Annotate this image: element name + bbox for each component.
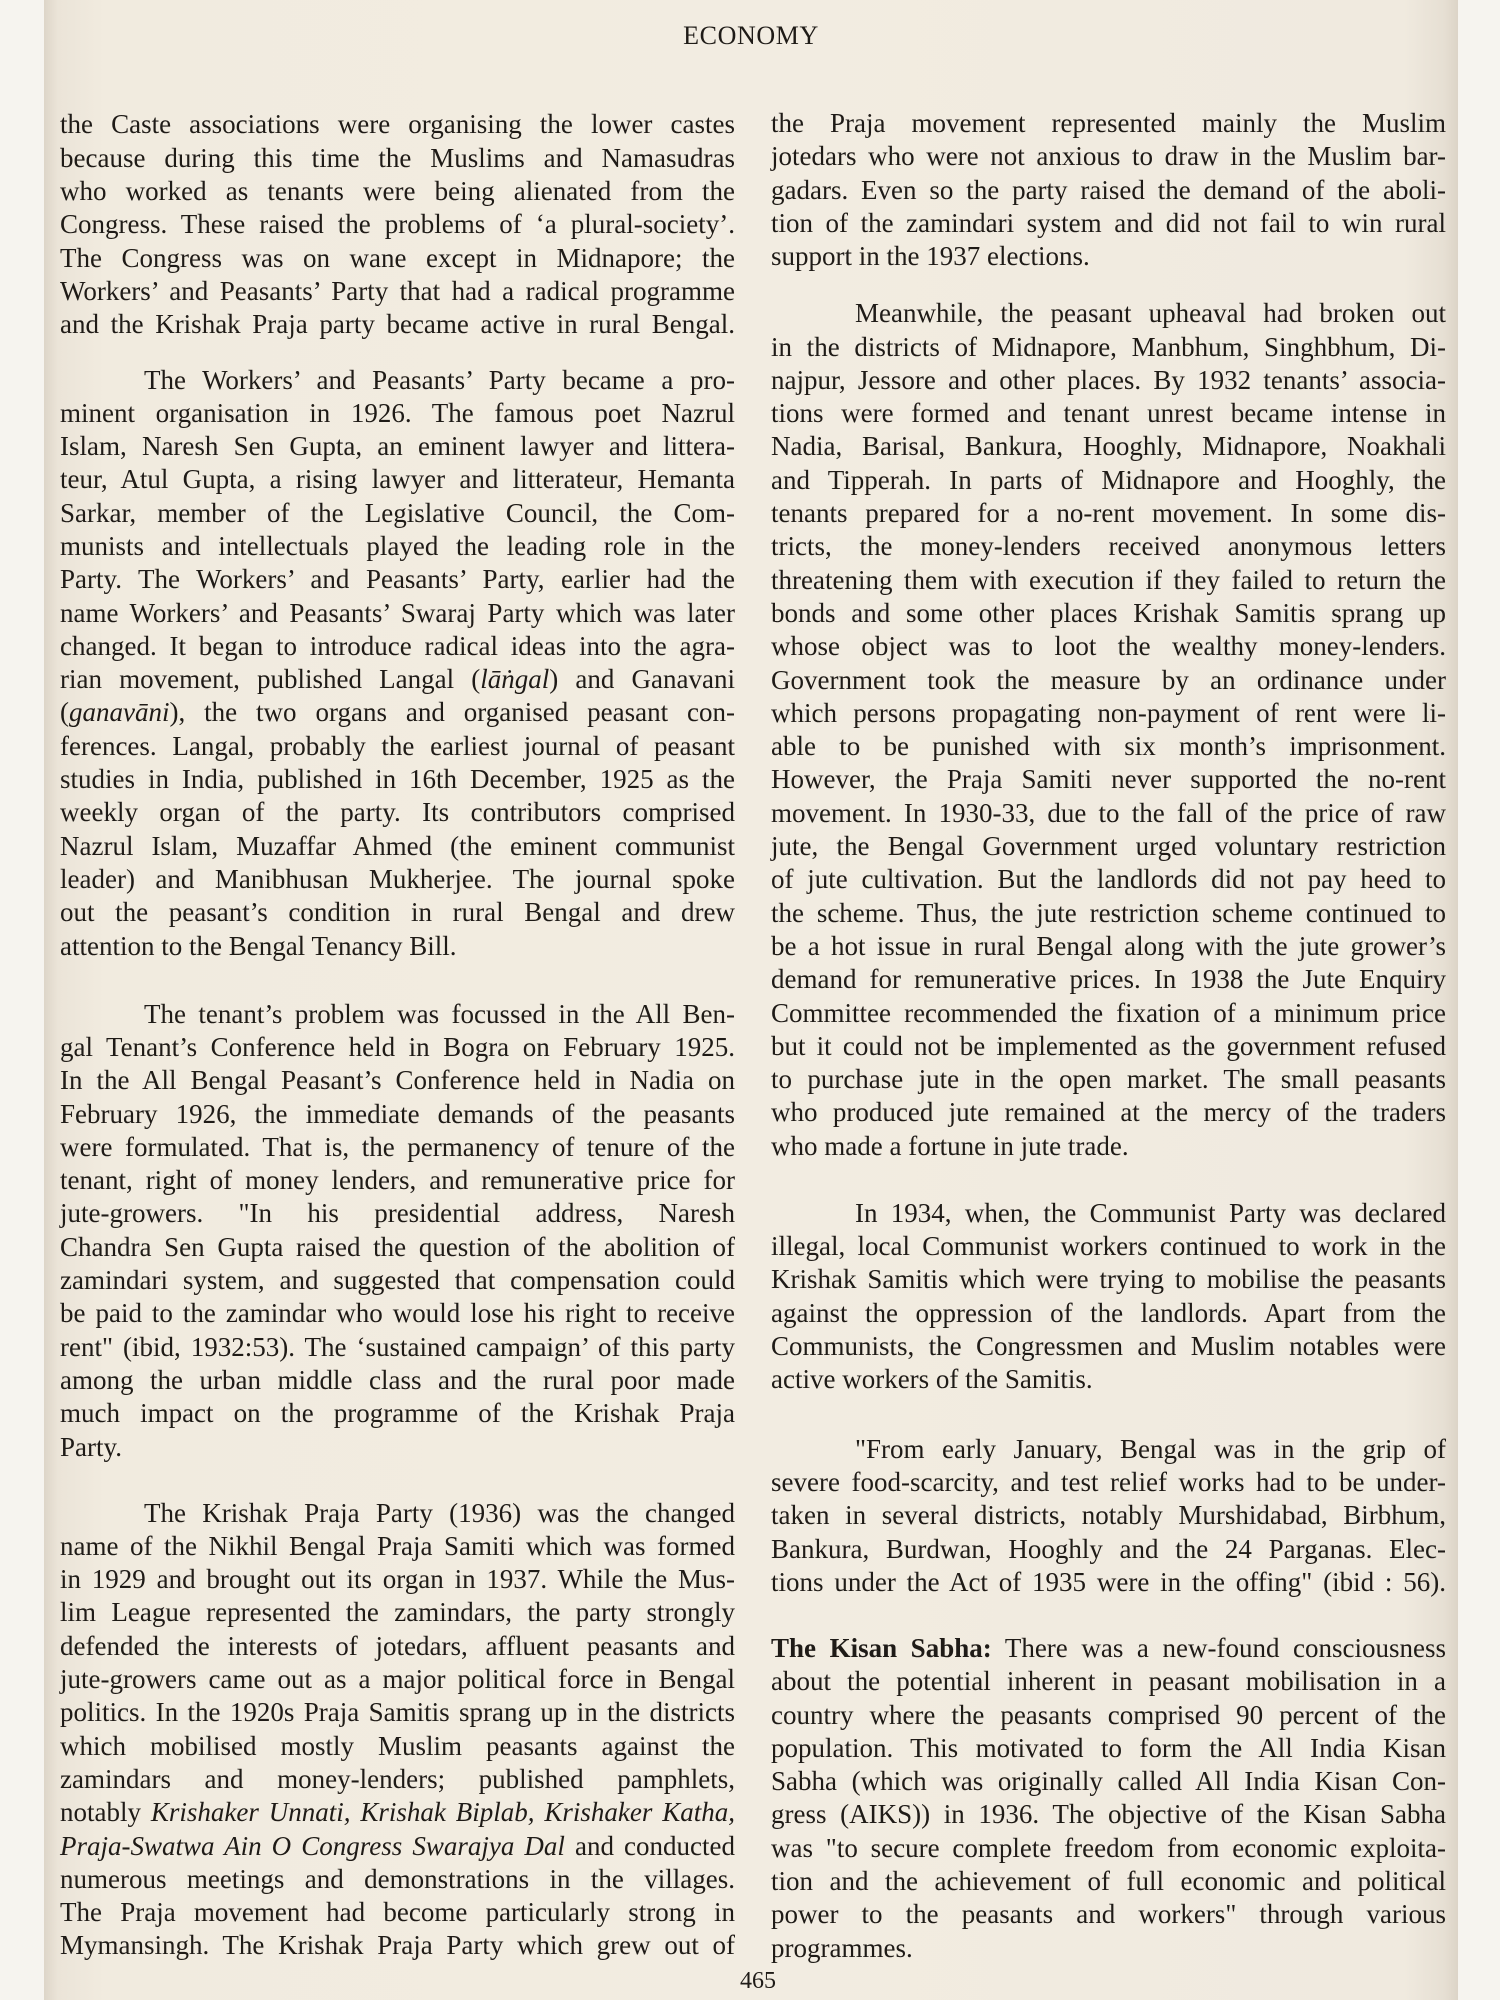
text-line: zamindars and money-lenders; published pamphlets,: [60, 1763, 735, 1794]
text-line: but it could not be implemented as the government refused: [771, 1030, 1446, 1061]
text-line: tions under the Act of 1935 were in the offing" (ibid : 56).: [771, 1567, 1446, 1598]
text-line: was "to secure complete freedom from economic exploita-: [771, 1832, 1446, 1863]
text-line: which persons propagating non-payment of rent were li-: [771, 697, 1446, 728]
text-line: be paid to the zamindar who would lose his right to receive: [60, 1298, 735, 1329]
text-line: and Tipperah. In parts of Midnapore and Hooghly, the: [771, 464, 1446, 495]
text-line: In the All Bengal Peasant’s Conference held in Nadia on: [60, 1065, 735, 1096]
paragraph: [60, 108, 735, 341]
text-line: munists and intellectuals played the leading role in the: [60, 530, 735, 561]
text-line: who made a fortune in jute trade.: [771, 1130, 1129, 1161]
text-line: jute, the Bengal Government urged voluntary restriction: [771, 831, 1446, 862]
text-line: Committee recommended the fixation of a minimum price: [771, 997, 1446, 1028]
text-line: Mymansingh. The Krishak Praja Party which grew out of: [60, 1930, 735, 1961]
section-heading: The Kisan Sabha:: [771, 1633, 992, 1663]
running-header: ECONOMY: [683, 21, 819, 50]
text-line: Party.: [60, 1431, 122, 1462]
italic-term: ganavāni: [69, 697, 170, 728]
text-line: gadars. Even so the party raised the demand of the aboli-: [771, 174, 1446, 205]
text-line: severe food-scarcity, and test relief works had to be under-: [771, 1467, 1446, 1498]
page-number: 465: [740, 1968, 776, 1994]
text-line: in the districts of Midnapore, Manbhum, Singhbhum, Di-: [771, 331, 1446, 362]
text-line: illegal, local Communist workers continued to work in the: [771, 1231, 1446, 1262]
text-run: rian movement, published Langal (: [60, 664, 481, 695]
text-line: power to the peasants and workers" through various: [771, 1899, 1446, 1930]
text-line: active workers of the Samitis.: [771, 1364, 1093, 1395]
paragraph: [771, 1433, 1446, 1599]
text-line: against the oppression of the landlords. Apart from the: [771, 1297, 1446, 1328]
paragraph: [771, 1197, 1446, 1397]
text-line: who produced jute remained at the mercy of the traders: [771, 1097, 1446, 1128]
text-line: whose object was to loot the wealthy money-lenders.: [771, 631, 1446, 662]
text-line: [60, 696, 735, 729]
text-line: rent" (ibid, 1932:53). The ‘sustained campaign’ of this party: [60, 1331, 735, 1362]
text-run: and conducted: [564, 1830, 736, 1861]
text-line: tenants prepared for a no-rent movement. In some dis-: [771, 498, 1446, 529]
text-line: tion of the zamindari system and did not fail to win rural: [771, 208, 1446, 239]
text-line: were formulated. That is, the permanency of tenure of the: [60, 1131, 735, 1162]
text-line: leader) and Manibhusan Mukherjee. The journal spoke: [60, 863, 735, 894]
text-line: najpur, Jessore and other places. By 1932 tenants’ associa-: [771, 364, 1446, 395]
text-line: changed. It began to introduce radical ideas into the agra-: [60, 630, 735, 661]
text-line: [771, 1632, 1446, 1665]
paragraph: [60, 364, 735, 963]
text-line: population. This motivated to form the All India Kisan: [771, 1732, 1446, 1763]
text-line: jute-growers came out as a major political force in Bengal: [60, 1664, 735, 1695]
text-line: the Praja movement represented mainly the Muslim: [771, 108, 1446, 139]
text-line: [60, 1830, 735, 1863]
text-line: be a hot issue in rural Bengal along with the jute grower’s: [771, 930, 1446, 961]
text-line: jotedars who were not anxious to draw in the Muslim bar-: [771, 141, 1446, 172]
text-line: Nadia, Barisal, Bankura, Hooghly, Midnapore, Noakhali: [771, 431, 1446, 462]
text-run: There was a new-found consciousness: [991, 1633, 1446, 1663]
text-line: teur, Atul Gupta, a rising lawyer and litterateur, Hemanta: [60, 464, 735, 495]
text-line: Islam, Naresh Sen Gupta, an eminent lawyer and littera-: [60, 431, 735, 462]
paragraph: [771, 107, 1446, 273]
text-line: about the potential inherent in peasant mobilisation in a: [771, 1666, 1446, 1697]
text-line: the Caste associations were organising the lower castes: [60, 109, 735, 140]
text-line: name Workers’ and Peasants’ Swaraj Party which was later: [60, 597, 735, 628]
text-line: to purchase jute in the open market. The small peasants: [771, 1064, 1446, 1095]
text-line: February 1926, the immediate demands of the peasants: [60, 1098, 735, 1129]
text-line: Workers’ and Peasants’ Party that had a radical programme: [60, 275, 735, 306]
text-line: attention to the Bengal Tenancy Bill.: [60, 930, 457, 961]
text-line: tions were formed and tenant unrest became intense in: [771, 398, 1446, 429]
text-run: ) and Ganavani: [549, 664, 735, 695]
text-line: The tenant’s problem was focussed in the All Ben-: [144, 998, 735, 1029]
text-line: tenant, right of money lenders, and remunerative price for: [60, 1165, 735, 1196]
text-line: in 1929 and brought out its organ in 1937. While the Mus-: [60, 1564, 735, 1595]
text-line: zamindari system, and suggested that compensation could: [60, 1265, 735, 1296]
italic-term: lāṅgal: [480, 664, 550, 695]
text-line: Nazrul Islam, Muzaffar Ahmed (the eminent communist: [60, 830, 735, 861]
text-line: and the Krishak Praja party became active in rural Bengal.: [60, 309, 735, 340]
text-line: Government took the measure by an ordinance under: [771, 664, 1446, 695]
text-line: Chandra Sen Gupta raised the question of the abolition of: [60, 1231, 735, 1262]
text-line: country where the peasants comprised 90 percent of the: [771, 1699, 1446, 1730]
text-line: the scheme. Thus, the jute restriction scheme continued to: [771, 897, 1446, 928]
text-line: The Praja movement had become particularly strong in: [60, 1897, 735, 1928]
text-line: [60, 663, 735, 696]
text-line: out the peasant’s condition in rural Bengal and drew: [60, 897, 735, 928]
text-line: The Krishak Praja Party (1936) was the changed: [144, 1497, 735, 1528]
text-line: taken in several districts, notably Murshidabad, Birbhum,: [771, 1500, 1446, 1531]
text-line: The Congress was on wane except in Midnapore; the: [60, 242, 735, 273]
text-line: gal Tenant’s Conference held in Bogra on February 1925.: [60, 1031, 735, 1062]
text-line: Party. The Workers’ and Peasants’ Party, earlier had the: [60, 564, 735, 595]
text-line: name of the Nikhil Bengal Praja Samiti which was formed: [60, 1530, 735, 1561]
text-run: (: [60, 697, 69, 728]
text-line: gress (AIKS)) in 1936. The objective of the Kisan Sabha: [771, 1799, 1446, 1830]
text-line: Meanwhile, the peasant upheaval had broken out: [855, 298, 1446, 329]
right-column: [771, 0, 1446, 1966]
paragraph: [771, 1632, 1446, 1965]
text-line: bonds and some other places Krishak Samitis sprang up: [771, 597, 1446, 628]
text-line: However, the Praja Samiti never supported the no-rent: [771, 764, 1446, 795]
left-column: [60, 0, 735, 1966]
text-line: support in the 1937 elections.: [771, 241, 1090, 272]
text-line: jute-growers. "In his presidential address, Naresh: [60, 1198, 735, 1229]
text-line: "From early January, Bengal was in the grip of: [855, 1433, 1446, 1464]
text-line: politics. In the 1920s Praja Samitis sprang up in the districts: [60, 1697, 735, 1728]
text-line: studies in India, published in 16th December, 1925 as the: [60, 764, 735, 795]
text-line: [60, 1796, 735, 1829]
text-line: who worked as tenants were being alienated from the: [60, 175, 735, 206]
text-line: among the urban middle class and the rural poor made: [60, 1364, 735, 1395]
text-run: ), the two organs and organised peasant con-: [169, 697, 735, 728]
text-line: threatening them with execution if they failed to return the: [771, 564, 1446, 595]
text-line: Communists, the Congressmen and Muslim notables were: [771, 1331, 1446, 1362]
paragraph: [60, 998, 735, 1464]
italic-term: Praja-Swatwa Ain O Congress Swarajya Dal: [60, 1830, 565, 1861]
paragraph: [771, 297, 1446, 1163]
text-line: weekly organ of the party. Its contributors comprised: [60, 797, 735, 828]
text-line: minent organisation in 1926. The famous poet Nazrul: [60, 397, 735, 428]
italic-term: Krishaker Unnati, Krishak Biplab, Krishaker Katha,: [150, 1797, 735, 1828]
text-line: lim League represented the zamindars, the party strongly: [60, 1597, 735, 1628]
text-line: tricts, the money-lenders received anonymous letters: [771, 531, 1446, 562]
text-line: much impact on the programme of the Krishak Praja: [60, 1398, 735, 1429]
text-line: numerous meetings and demonstrations in the villages.: [60, 1863, 735, 1894]
text-line: ferences. Langal, probably the earliest journal of peasant: [60, 730, 735, 761]
text-line: Bankura, Burdwan, Hooghly and the 24 Parganas. Elec-: [771, 1533, 1446, 1564]
text-run: notably: [60, 1797, 151, 1828]
text-line: movement. In 1930-33, due to the fall of the price of raw: [771, 797, 1446, 828]
text-line: The Workers’ and Peasants’ Party became a pro-: [144, 364, 735, 395]
text-line: defended the interests of jotedars, affluent peasants and: [60, 1630, 735, 1661]
text-line: programmes.: [771, 1932, 913, 1963]
text-line: of jute cultivation. But the landlords did not pay heed to: [771, 864, 1446, 895]
text-line: which mobilised mostly Muslim peasants against the: [60, 1730, 735, 1761]
text-line: able to be punished with six month’s imprisonment.: [771, 731, 1446, 762]
text-line: tion and the achievement of full economic and political: [771, 1866, 1446, 1897]
text-line: Congress. These raised the problems of ‘a plural-society’.: [60, 209, 735, 240]
text-line: demand for remunerative prices. In 1938 the Jute Enquiry: [771, 964, 1446, 995]
text-line: In 1934, when, the Communist Party was declared: [855, 1197, 1446, 1228]
text-line: because during this time the Muslims and Namasudras: [60, 142, 735, 173]
paragraph: [60, 1497, 735, 1963]
text-line: Sabha (which was originally called All India Kisan Con-: [771, 1766, 1446, 1797]
text-line: Sarkar, member of the Legislative Council, the Com-: [60, 497, 735, 528]
text-line: Krishak Samitis which were trying to mobilise the peasants: [771, 1264, 1446, 1295]
